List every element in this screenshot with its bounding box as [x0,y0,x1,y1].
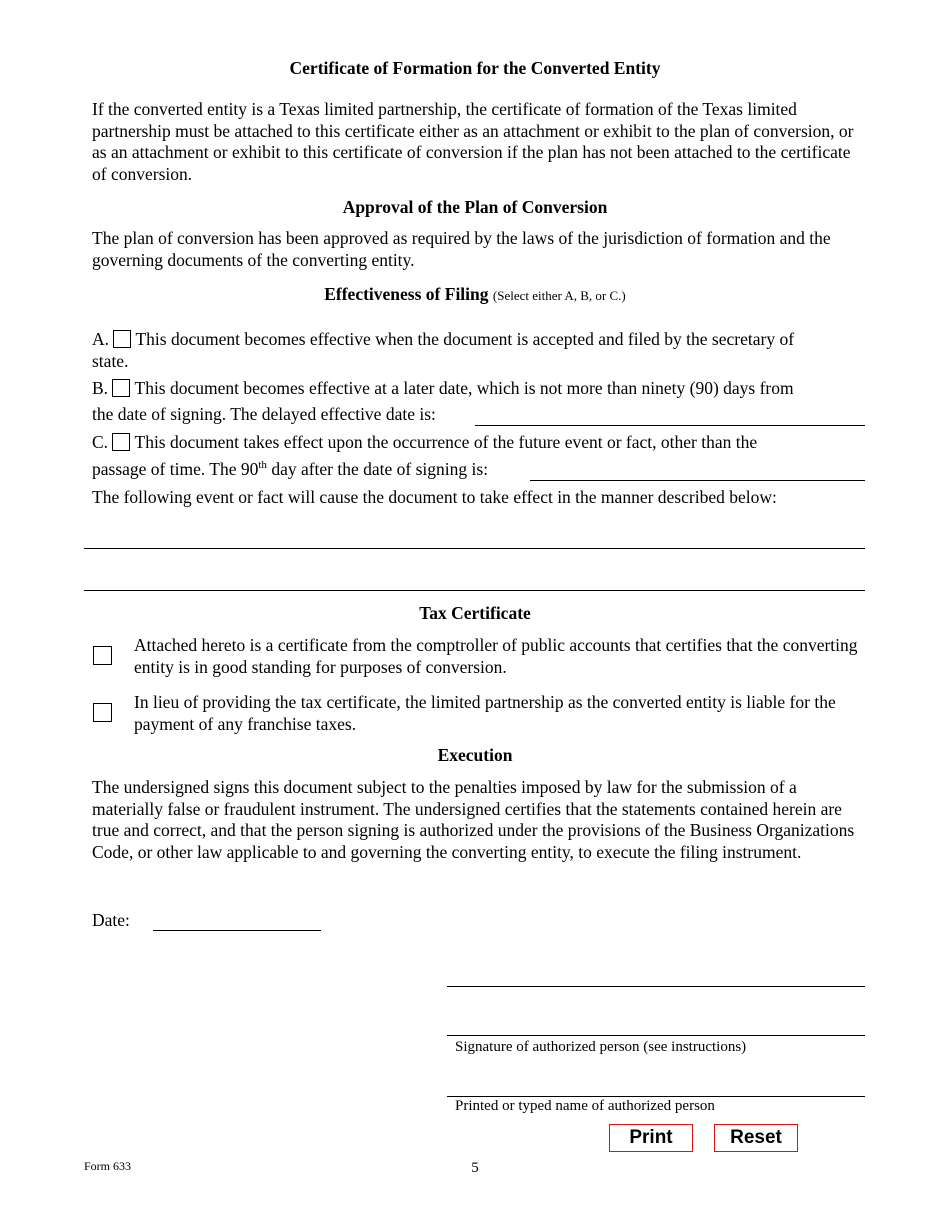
form-number: Form 633 [84,1159,132,1173]
option-c-letter: C. [92,432,109,452]
option-c-text: This document takes effect upon the occurrence of the future event or fact, other than the [134,432,758,452]
formation-heading: Certificate of Formation for the Converted Entity [289,58,661,78]
approval-heading: Approval of the Plan of Conversion [342,197,608,217]
signature-line[interactable] [447,1035,865,1036]
tax-option-1-checkbox[interactable] [93,646,112,665]
date-label: Date: [92,910,130,930]
option-a-letter: A. [92,329,110,349]
option-a-text: This document becomes effective when the document is accepted and filed by the secretary of [135,329,795,349]
printed-name-input[interactable] [447,1076,865,1097]
tax-option-2-text: In lieu of providing the tax certificate, the limited partnership as the converted entity is liable for the payment of any franchise taxes. [134,692,836,734]
event-description-label: The following event or fact will cause the document to take effect in the manner described below: [92,487,777,507]
option-a-text-cont: state. [92,351,129,371]
option-c-text-sup: th [258,459,267,472]
option-b-text-cont: the date of signing. The delayed effective date is: [92,404,436,424]
execution-paragraph: The undersigned signs this document subject to the penalties imposed by law for the submission of a materially false or fraudulent instrument. The undersigned certifies that the statements contained herein are true and correct, and that the person signing is authorized under the provisions of the Business Organizations Code, or other law applicable to and governing the converting entity, to execute the filing instrument. [92,777,855,862]
effectiveness-note: (Select either A, B, or C.) [492,288,626,303]
section-divider [84,590,865,591]
printed-name-label: Printed or typed name of authorized person [455,1098,715,1114]
option-c [92,432,867,454]
ninetieth-day-date-input[interactable] [530,460,865,481]
option-b [92,378,867,400]
reset-button[interactable]: Reset [714,1124,798,1152]
page-number: 5 [471,1160,479,1176]
event-description-input[interactable] [84,528,865,549]
option-c-text-pre: passage of time. The 90 [92,459,259,479]
tax-certificate-heading: Tax Certificate [419,603,531,623]
effectiveness-heading [0,284,950,305]
print-button[interactable]: Print [609,1124,693,1152]
tax-option-2-checkbox[interactable] [93,703,112,722]
tax-option-1-text: Attached hereto is a certificate from the comptroller of public accounts that certifies that the converting entity is in good standing for purposes of conversion. [134,635,858,677]
option-a-checkbox[interactable] [113,330,131,348]
signature-label: Signature of authorized person (see instructions) [455,1039,747,1055]
option-b-checkbox[interactable] [112,379,130,397]
date-input[interactable] [153,910,321,931]
approval-paragraph: The plan of conversion has been approved as required by the laws of the jurisdiction of formation and the governing documents of the converting entity. [92,228,831,270]
signature-upper-line [447,986,865,987]
option-a [92,329,867,351]
effectiveness-title: Effectiveness of Filing [324,284,489,304]
option-c-checkbox[interactable] [112,433,130,451]
execution-heading: Execution [437,745,513,765]
delayed-effective-date-input[interactable] [475,405,865,426]
option-c-text-post: day after the date of signing is: [266,459,489,479]
option-b-text: This document becomes effective at a later date, which is not more than ninety (90) days from [134,378,794,398]
formation-paragraph: If the converted entity is a Texas limited partnership, the certificate of formation of the Texas limited partnership must be attached to this certificate either as an attachment or exhibit to the plan of conversion, or as an attachment or exhibit to this certificate of conversion if the plan has not been attached to the certificate of conversion. [92,99,854,184]
option-b-letter: B. [92,378,109,398]
